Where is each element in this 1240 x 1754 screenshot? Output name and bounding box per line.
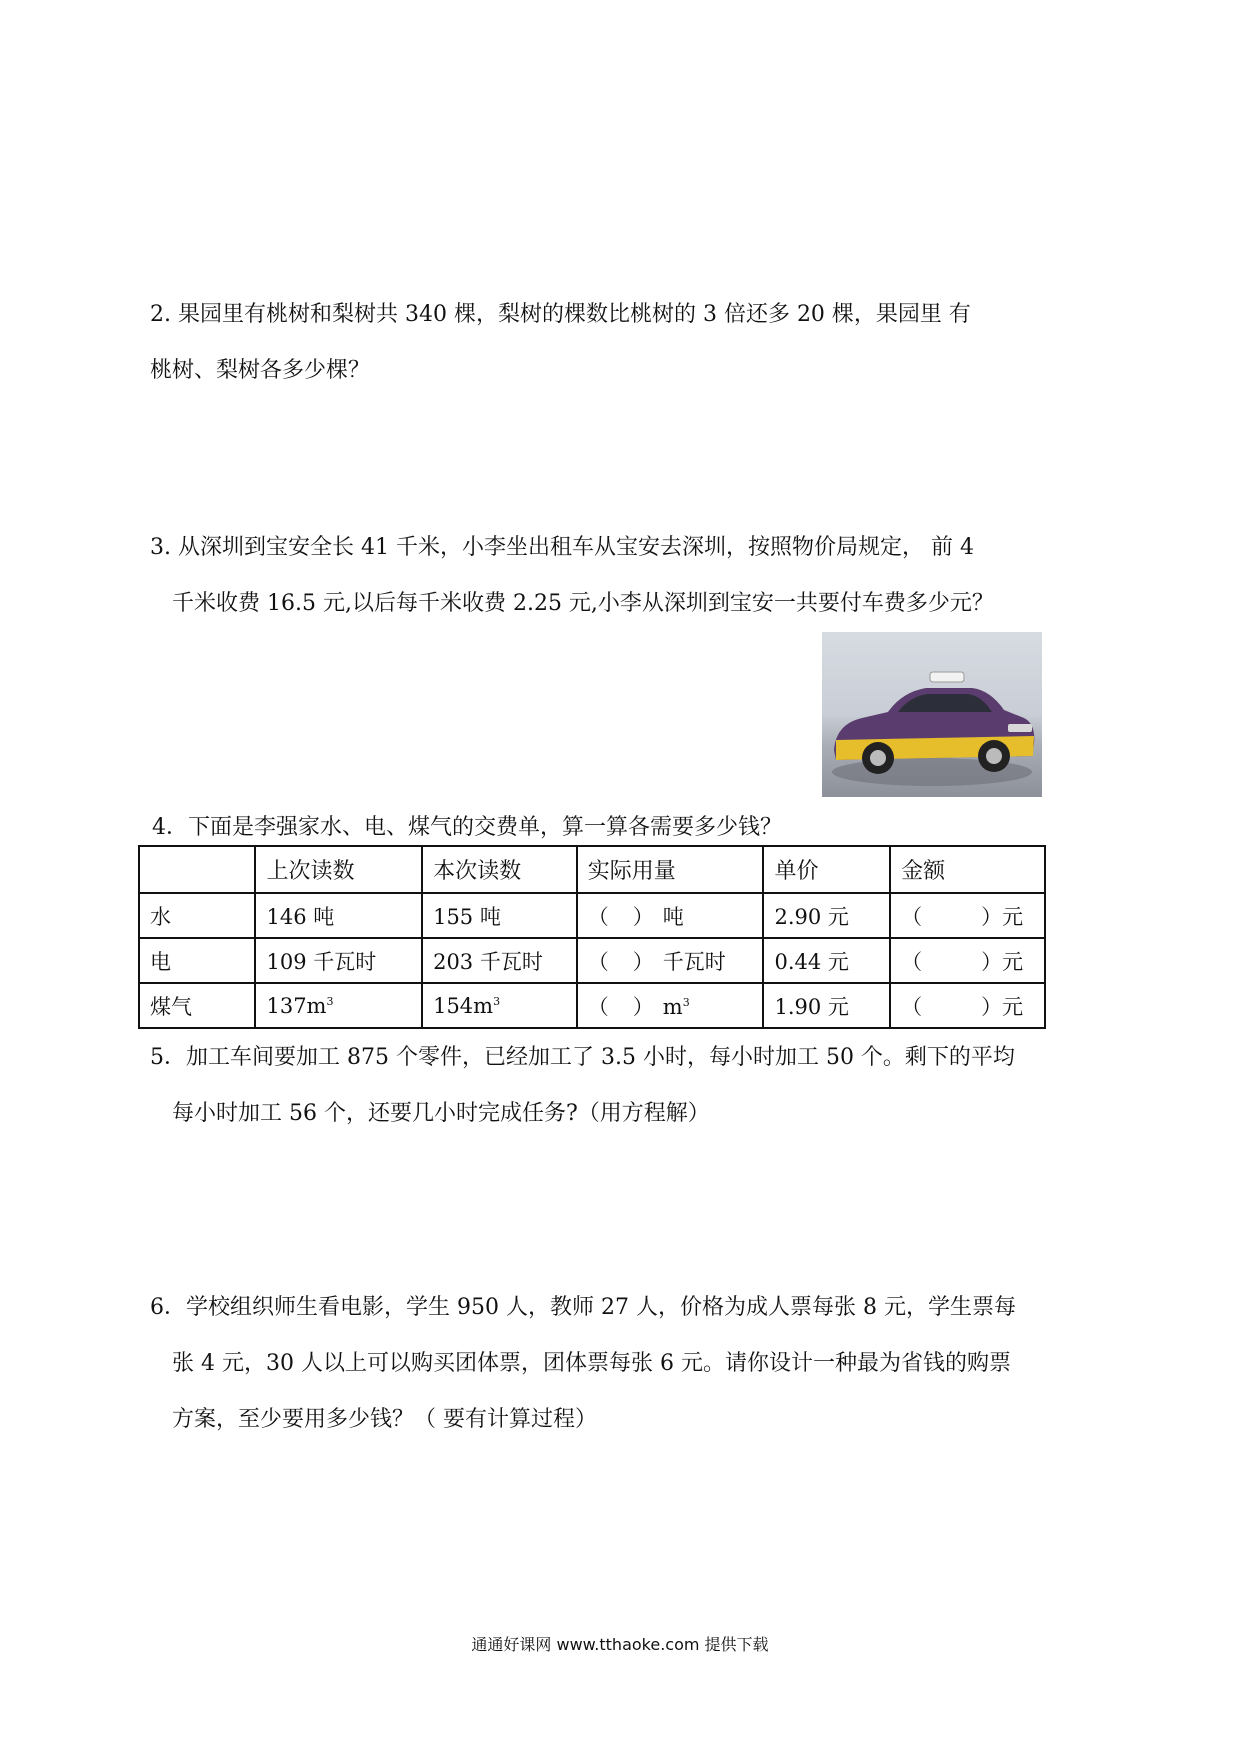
question-5 xyxy=(150,1030,1100,1142)
prev-reading-cell: 146 吨 xyxy=(255,893,422,938)
question-6-line-1: 6．学校组织师生看电影，学生 950 人，教师 27 人，价格为成人票每张 8 元，学生票每 xyxy=(150,1295,1016,1320)
header-cell: 单价 xyxy=(763,846,890,893)
header-cell: 上次读数 xyxy=(255,846,422,893)
taxi-photo xyxy=(822,632,1042,797)
question-5-line-2: 每小时加工 56 个，还要几小时完成任务?（用方程解） xyxy=(172,1101,710,1126)
question-5-line-1: 5．加工车间要加工 875 个零件，已经加工了 3.5 小时，每小时加工 50 个。剩下的平均 xyxy=(150,1045,1015,1070)
usage-cell: （ ） $m^3$ xyxy=(577,983,764,1028)
usage-cell: （ ） 千瓦时 xyxy=(577,938,764,983)
price-cell: 0.44 元 xyxy=(763,938,890,983)
curr-reading-cell: $154m^3$ xyxy=(422,983,577,1028)
table-header-row xyxy=(139,846,1045,893)
question-2-line-2: 桃树、梨树各多少棵？ xyxy=(150,358,371,383)
item-cell: 电 xyxy=(139,938,255,983)
prev-reading-cell: $137m^3$ xyxy=(255,983,422,1028)
question-3-line-2: 千米收费 16.5 元,以后每千米收费 2.25 元,小李从深圳到宝安一共要付车费多少元？ xyxy=(172,591,994,616)
curr-reading-cell: 155 吨 xyxy=(422,893,577,938)
question-6-line-2: 张 4 元，30 人以上可以购买团体票，团体票每张 6 元。请你设计一种最为省钱的购票 xyxy=(172,1351,1011,1376)
table-row xyxy=(139,893,1045,938)
usage-cell: （ ） 吨 xyxy=(577,893,764,938)
question-3 xyxy=(150,520,1100,632)
prev-reading-cell: 109 千瓦时 xyxy=(255,938,422,983)
header-cell: 实际用量 xyxy=(577,846,764,893)
amount-cell: （ ）元 xyxy=(890,938,1045,983)
question-2-line-1: 2. 果园里有桃树和梨树共 340 棵，梨树的棵数比桃树的 3 倍还多 20 棵，果园里 有 xyxy=(150,302,971,327)
question-6-line-3: 方案，至少要用多少钱？（ 要有计算过程） xyxy=(172,1407,597,1432)
table-row xyxy=(139,983,1045,1028)
curr-reading-cell: 203 千瓦时 xyxy=(422,938,577,983)
price-cell: 2.90 元 xyxy=(763,893,890,938)
header-cell xyxy=(139,846,255,893)
header-cell: 金额 xyxy=(890,846,1045,893)
question-4-title: 4．下面是李强家水、电、煤气的交费单，算一算各需要多少钱？ xyxy=(152,815,782,840)
question-6 xyxy=(150,1280,1100,1448)
amount-cell: （ ）元 xyxy=(890,893,1045,938)
price-cell: 1.90 元 xyxy=(763,983,890,1028)
taxi-car-icon xyxy=(822,632,1042,797)
footer-download-note: 通通好课网 www.tthaoke.com 提供下载 xyxy=(471,1635,769,1654)
header-cell: 本次读数 xyxy=(422,846,577,893)
question-3-line-1: 3. 从深圳到宝安全长 41 千米，小李坐出租车从宝安去深圳，按照物价局规定， 前 4 xyxy=(150,535,974,560)
amount-cell: （ ）元 xyxy=(890,983,1045,1028)
table-row xyxy=(139,938,1045,983)
item-cell: 煤气 xyxy=(139,983,255,1028)
question-2 xyxy=(150,287,1100,399)
item-cell: 水 xyxy=(139,893,255,938)
bill-table xyxy=(138,845,1046,1029)
